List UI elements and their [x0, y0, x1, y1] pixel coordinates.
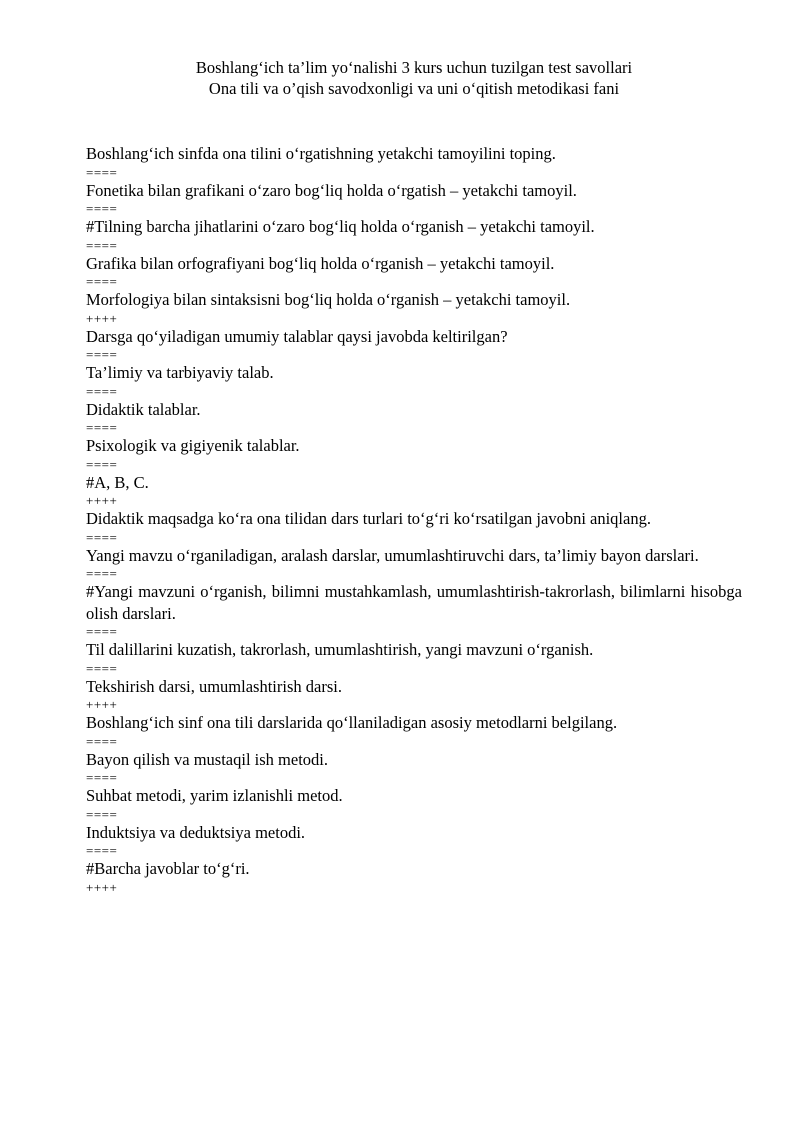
answer-separator: ==== [86, 529, 118, 545]
text-line: Morfologiya bilan sintaksisni bog‘liq holda o‘rganish – yetakchi tamoyil. [86, 290, 571, 309]
question-separator: ++++ [86, 697, 118, 712]
text-line: Ta’limiy va tarbiyaviy talab. [86, 363, 274, 382]
answer-separator: ==== [86, 164, 118, 180]
question-separator: ++++ [86, 310, 118, 326]
text-line: Tekshirish darsi, umumlashtirish darsi. [86, 676, 342, 696]
question-separator: ++++ [86, 493, 118, 508]
text-line: Bayon qilish va mustaqil ish metodi. [86, 749, 328, 769]
answer-separator: ==== [86, 843, 118, 858]
document-header [86, 57, 742, 99]
text-line: Boshlang‘ich sinfda ona tilini o‘rgatishning yetakchi tamoyilini toping. [86, 144, 556, 163]
answer-separator: ==== [86, 420, 118, 435]
answer-separator: ==== [86, 566, 118, 581]
test-questions-body [86, 143, 742, 895]
answer-separator: ==== [86, 806, 118, 822]
text-line: #A, B, C. [86, 472, 149, 492]
header-title-line-1: Boshlang‘ich ta’lim yo‘nalishi 3 kurs uchun tuzilgan test savollari [195, 58, 633, 77]
document-page [86, 57, 742, 895]
answer-separator: ==== [86, 624, 118, 639]
question-separator: ++++ [86, 879, 118, 895]
text-line: Psixologik va gigiyenik talablar. [86, 436, 300, 455]
text-line: #Yangi mavzuni o‘rganish, bilimni mustahkamlash, umumlashtirish-takrorlash, bilimlarni hisobga olish darslari. [86, 582, 742, 623]
answer-separator: ==== [86, 456, 118, 472]
answer-separator: ==== [86, 660, 118, 676]
answer-separator: ==== [86, 733, 118, 749]
answer-separator: ==== [86, 770, 118, 785]
text-line: Til dalillarini kuzatish, takrorlash, umumlashtirish, yangi mavzuni o‘rganish. [86, 640, 594, 659]
answer-separator: ==== [86, 237, 118, 253]
text-line: Darsga qo‘yiladigan umumiy talablar qaysi javobda keltirilgan? [86, 326, 508, 346]
text-line: Yangi mavzu o‘rganiladigan, aralash darslar, umumlashtiruvchi dars, ta’limiy bayon darslari. [86, 545, 699, 565]
header-title-line-2: Ona tili va o’qish savodxonligi va uni o‘qitish metodikasi fani [208, 79, 620, 98]
text-line: Induktsiya va deduktsiya metodi. [86, 822, 306, 842]
answer-separator: ==== [86, 347, 118, 362]
text-line: Boshlang‘ich sinf ona tili darslarida qo‘llaniladigan asosiy metodlarni belgilang. [86, 713, 618, 732]
answer-separator: ==== [86, 383, 118, 399]
text-line: Fonetika bilan grafikani o‘zaro bog‘liq holda o‘rgatish – yetakchi tamoyil. [86, 180, 577, 200]
answer-separator: ==== [86, 274, 118, 289]
text-line: Didaktik maqsadga ko‘ra ona tilidan dars turlari to‘g‘ri ko‘rsatilgan javobni aniqlang. [86, 509, 651, 528]
text-line: #Tilning barcha jihatlarini o‘zaro bog‘liq holda o‘rganish – yetakchi tamoyil. [86, 217, 595, 236]
text-line: Suhbat metodi, yarim izlanishli metod. [86, 786, 343, 805]
text-line: #Barcha javoblar to‘g‘ri. [86, 859, 250, 878]
text-line: Didaktik talablar. [86, 399, 201, 419]
answer-separator: ==== [86, 201, 118, 216]
text-line: Grafika bilan orfografiyani bog‘liq holda o‘rganish – yetakchi tamoyil. [86, 253, 555, 273]
